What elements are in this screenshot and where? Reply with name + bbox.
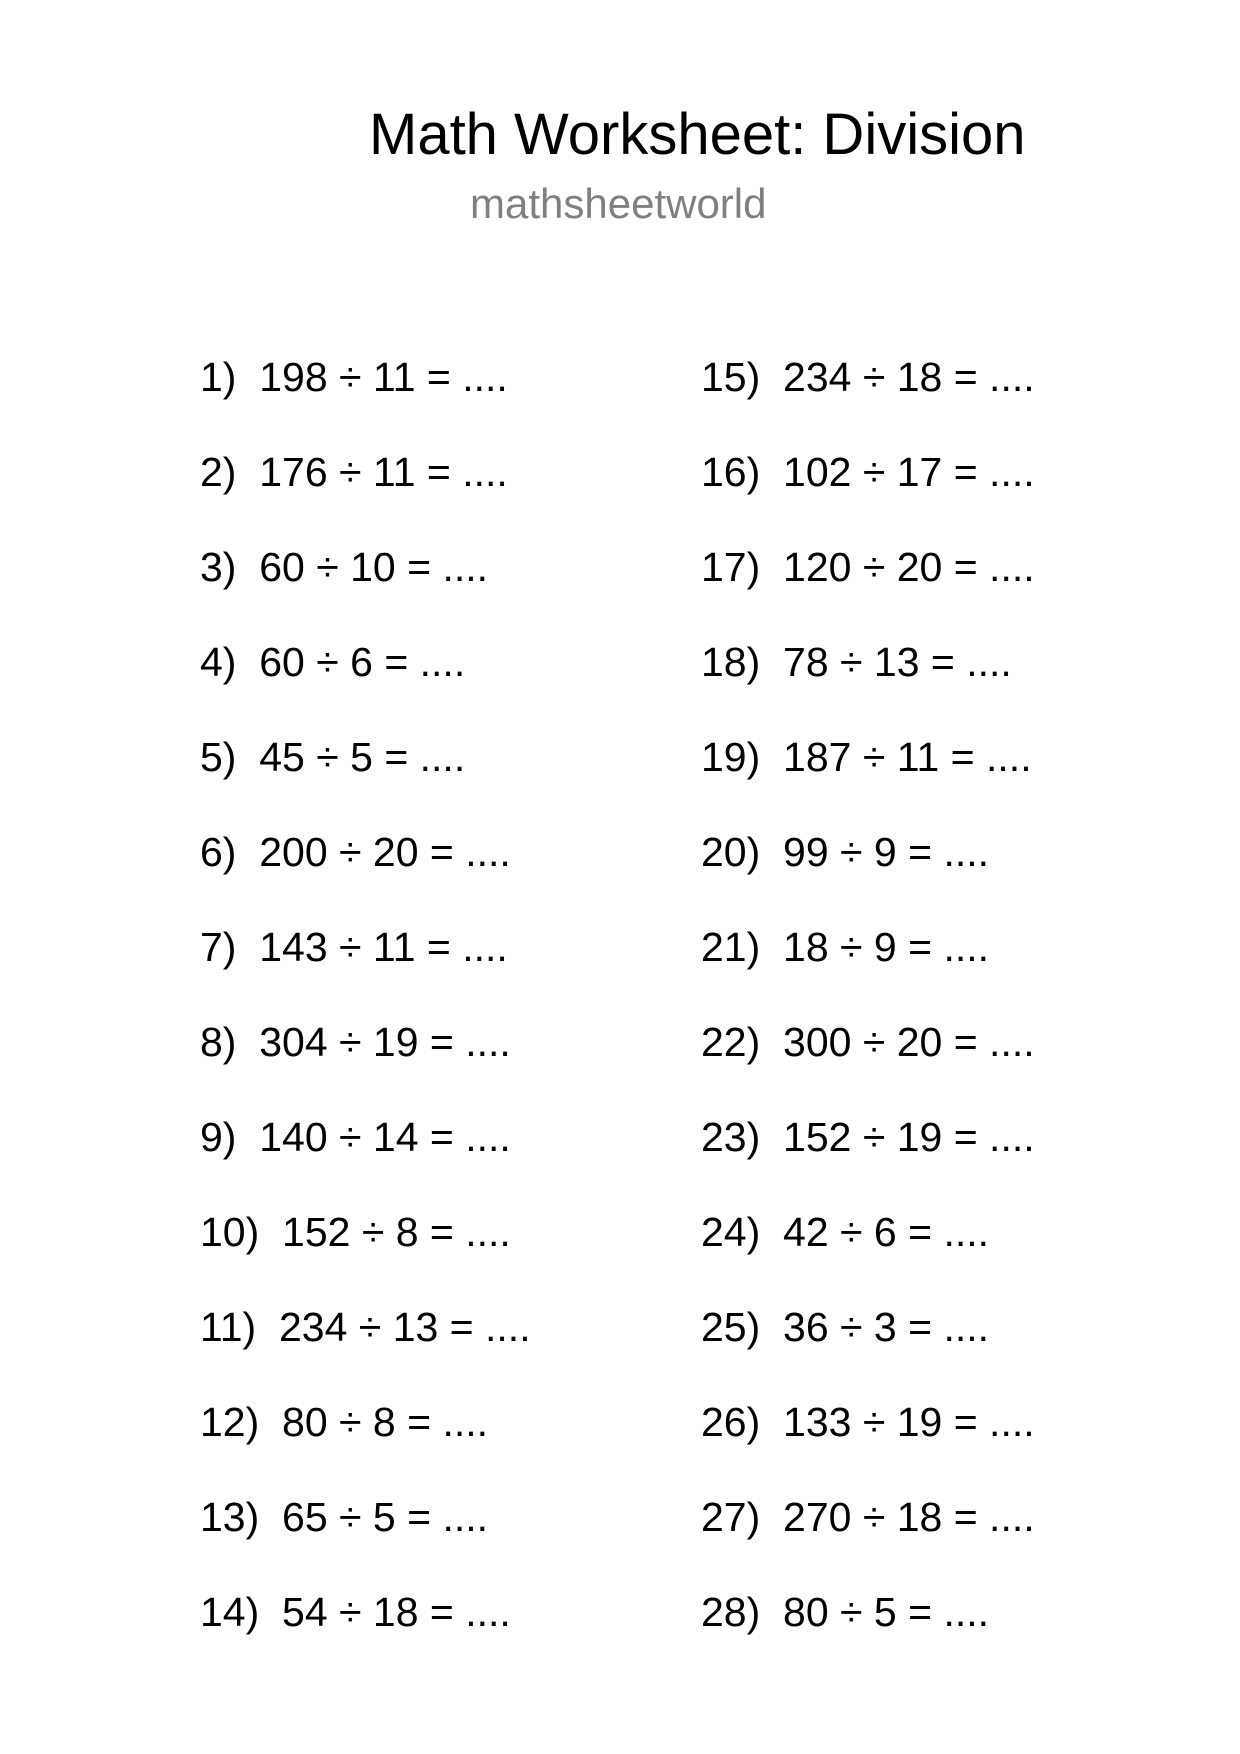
problem-item: 5) 45 ÷ 5 = .... [200,734,466,780]
worksheet-title: Math Worksheet: Division [369,102,1026,167]
problem-item: 18) 78 ÷ 13 = .... [701,639,1012,685]
problem-column-right [701,330,1035,1660]
problem-item: 17) 120 ÷ 20 = .... [701,544,1035,590]
problem-item: 14) 54 ÷ 18 = .... [200,1589,511,1635]
problem-item: 26) 133 ÷ 19 = .... [701,1399,1035,1445]
problem-item: 24) 42 ÷ 6 = .... [701,1209,990,1255]
worksheet-subtitle: mathsheetworld [470,180,767,227]
problem-item: 19) 187 ÷ 11 = .... [701,734,1032,780]
problem-item: 25) 36 ÷ 3 = .... [701,1304,990,1350]
problem-item: 8) 304 ÷ 19 = .... [200,1019,511,1065]
problem-item: 27) 270 ÷ 18 = .... [701,1494,1035,1540]
problem-item: 2) 176 ÷ 11 = .... [200,449,508,495]
problem-item: 10) 152 ÷ 8 = .... [200,1209,511,1255]
problem-item: 9) 140 ÷ 14 = .... [200,1114,511,1160]
problem-item: 11) 234 ÷ 13 = .... [200,1304,531,1350]
problem-item: 15) 234 ÷ 18 = .... [701,354,1035,400]
problem-item: 7) 143 ÷ 11 = .... [200,924,508,970]
problem-item: 22) 300 ÷ 20 = .... [701,1019,1035,1065]
problem-item: 12) 80 ÷ 8 = .... [200,1399,489,1445]
problem-item: 1) 198 ÷ 11 = .... [200,354,508,400]
problem-item: 21) 18 ÷ 9 = .... [701,924,990,970]
problem-item: 3) 60 ÷ 10 = .... [200,544,489,590]
problem-item: 23) 152 ÷ 19 = .... [701,1114,1035,1160]
problem-item: 20) 99 ÷ 9 = .... [701,829,990,875]
problem-item: 13) 65 ÷ 5 = .... [200,1494,489,1540]
problem-column-left [200,330,531,1660]
problem-item: 4) 60 ÷ 6 = .... [200,639,466,685]
problem-item: 28) 80 ÷ 5 = .... [701,1589,990,1635]
problem-item: 6) 200 ÷ 20 = .... [200,829,511,875]
problem-item: 16) 102 ÷ 17 = .... [701,449,1035,495]
